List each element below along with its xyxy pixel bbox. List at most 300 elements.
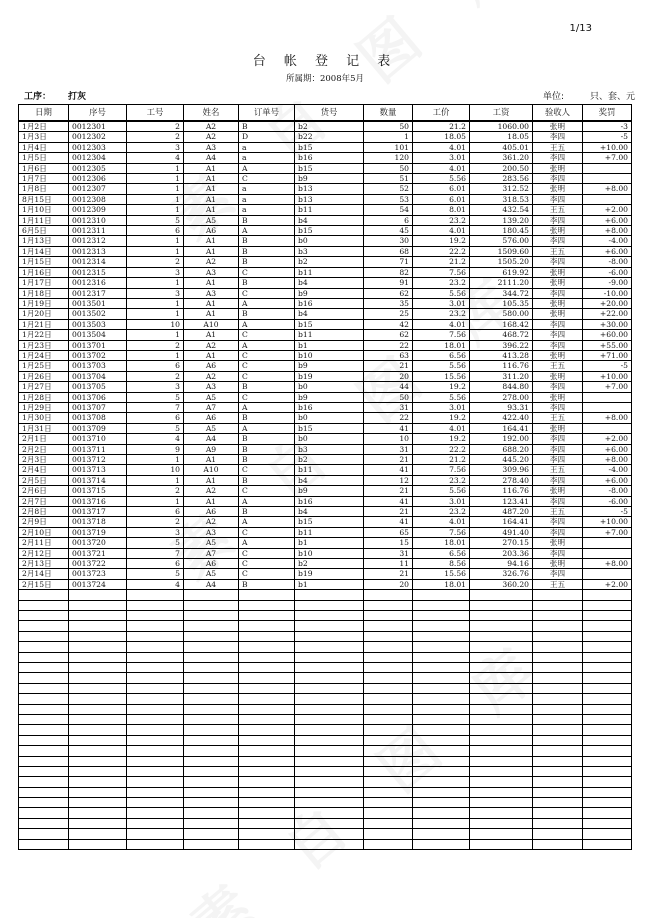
cell-wage: 576.00 [470,236,533,246]
cell-unit-price: 21.2 [413,455,470,465]
empty-cell [239,631,295,641]
cell-unit-price: 4.01 [413,142,470,152]
cell-wage: 326.76 [470,569,533,579]
empty-cell [295,590,364,600]
cell-seq: 0012302 [69,132,127,142]
cell-inspector: 王五 [533,246,583,256]
cell-seq: 0012305 [69,163,127,173]
empty-cell [127,714,184,724]
empty-cell [470,673,533,683]
empty-cell [413,798,470,808]
cell-inspector: 王五 [533,507,583,517]
column-header-wage: 工资 [470,105,533,122]
empty-cell [239,663,295,673]
cell-name: A4 [184,434,239,444]
empty-cell [413,642,470,652]
cell-quantity: 50 [364,121,413,132]
empty-cell [295,673,364,683]
process-label: 工序： [24,92,52,102]
cell-quantity: 31 [364,548,413,558]
cell-unit-price: 7.56 [413,465,470,475]
cell-wage: 93.31 [470,402,533,412]
empty-cell [19,798,69,808]
cell-name: A5 [184,423,239,433]
cell-inspector: 张明 [533,298,583,308]
empty-cell [184,663,239,673]
cell-bonus-penalty: -6.00 [583,267,632,277]
cell-unit-price: 7.56 [413,527,470,537]
cell-wage: 688.20 [470,444,533,454]
empty-cell [239,683,295,693]
empty-cell [127,663,184,673]
cell-seq: 0013705 [69,382,127,392]
cell-wage: 192.00 [470,434,533,444]
empty-cell [127,798,184,808]
cell-date: 1月20日 [19,309,69,319]
cell-quantity: 41 [364,465,413,475]
cell-wage: 432.54 [470,205,533,215]
empty-cell [583,818,632,828]
cell-order-no: C [239,350,295,360]
cell-wage: 491.40 [470,527,533,537]
table-row [19,246,632,256]
cell-wage: 445.20 [470,455,533,465]
empty-cell [470,818,533,828]
cell-bonus-penalty: -8.00 [583,486,632,496]
cell-quantity: 50 [364,163,413,173]
empty-cell [470,611,533,621]
cell-date: 2月11日 [19,538,69,548]
empty-cell [413,818,470,828]
cell-inspector: 李四 [533,340,583,350]
empty-cell [69,766,127,776]
cell-inspector: 张明 [533,226,583,236]
empty-cell [127,631,184,641]
cell-unit-price: 4.01 [413,226,470,236]
cell-order-no: B [239,455,295,465]
empty-cell [364,642,413,652]
table-row [19,392,632,402]
empty-cell [470,663,533,673]
cell-quantity: 10 [364,434,413,444]
cell-name: A1 [184,163,239,173]
empty-cell [127,766,184,776]
empty-cell [184,621,239,631]
cell-name: A1 [184,309,239,319]
cell-inspector: 李四 [533,434,583,444]
empty-cell [239,829,295,839]
cell-wage: 396.22 [470,340,533,350]
cell-quantity: 20 [364,579,413,589]
cell-item-no: b1 [295,579,364,589]
empty-cell [295,694,364,704]
empty-cell [239,694,295,704]
empty-cell [413,621,470,631]
cell-seq: 0013707 [69,402,127,412]
cell-worker-id: 5 [127,215,184,225]
cell-date: 1月26日 [19,371,69,381]
empty-cell [533,590,583,600]
empty-cell [295,611,364,621]
table-row [19,184,632,194]
empty-cell [413,714,470,724]
empty-cell [533,631,583,641]
cell-wage: 116.76 [470,486,533,496]
empty-cell [470,631,533,641]
cell-name: A5 [184,215,239,225]
column-header-bonus-penalty: 奖罚 [583,105,632,122]
empty-cell [19,746,69,756]
empty-cell [239,611,295,621]
cell-date: 1月27日 [19,382,69,392]
empty-cell [470,694,533,704]
cell-wage: 318.53 [470,194,533,204]
empty-cell [19,631,69,641]
cell-bonus-penalty: +2.00 [583,205,632,215]
cell-inspector: 李四 [533,517,583,527]
table-row [19,174,632,184]
cell-date: 2月13日 [19,559,69,569]
empty-cell [364,663,413,673]
empty-row [19,611,632,621]
cell-inspector: 李四 [533,257,583,267]
table-row [19,475,632,485]
cell-item-no: b16 [295,153,364,163]
empty-cell [69,756,127,766]
cell-inspector: 张明 [533,371,583,381]
empty-row [19,766,632,776]
cell-name: A3 [184,142,239,152]
cell-worker-id: 2 [127,486,184,496]
cell-seq: 0013717 [69,507,127,517]
cell-unit-price: 19.2 [413,413,470,423]
cell-date: 1月14日 [19,246,69,256]
cell-unit-price: 23.2 [413,215,470,225]
cell-quantity: 91 [364,278,413,288]
cell-item-no: b11 [295,465,364,475]
cell-wage: 580.00 [470,309,533,319]
cell-unit-price: 19.2 [413,434,470,444]
cell-item-no: b11 [295,330,364,340]
cell-wage: 2111.20 [470,278,533,288]
empty-cell [19,829,69,839]
empty-cell [583,839,632,849]
cell-seq: 0013719 [69,527,127,537]
empty-cell [583,642,632,652]
cell-inspector: 李四 [533,194,583,204]
cell-wage: 168.42 [470,319,533,329]
cell-item-no: b3 [295,246,364,256]
cell-seq: 0012301 [69,121,127,132]
empty-cell [19,652,69,662]
cell-bonus-penalty: +10.00 [583,142,632,152]
cell-unit-price: 7.56 [413,267,470,277]
cell-bonus-penalty: -4.00 [583,236,632,246]
cell-inspector: 张明 [533,278,583,288]
cell-date: 1月24日 [19,350,69,360]
cell-order-no: A [239,402,295,412]
cell-worker-id: 6 [127,507,184,517]
empty-cell [470,798,533,808]
empty-cell [533,725,583,735]
cell-order-no: C [239,527,295,537]
cell-seq: 0013708 [69,413,127,423]
cell-worker-id: 2 [127,517,184,527]
cell-quantity: 68 [364,246,413,256]
cell-order-no: C [239,548,295,558]
cell-worker-id: 1 [127,298,184,308]
cell-worker-id: 5 [127,423,184,433]
empty-cell [69,683,127,693]
cell-inspector: 李四 [533,153,583,163]
empty-cell [69,725,127,735]
cell-inspector: 张明 [533,559,583,569]
cell-inspector: 李四 [533,215,583,225]
cell-name: A1 [184,174,239,184]
empty-cell [533,746,583,756]
cell-inspector: 张明 [533,486,583,496]
cell-worker-id: 5 [127,538,184,548]
empty-cell [533,621,583,631]
table-row [19,142,632,152]
empty-cell [19,735,69,745]
column-header-item-no: 货号 [295,105,364,122]
cell-name: A6 [184,361,239,371]
cell-order-no: C [239,486,295,496]
empty-cell [295,725,364,735]
cell-name: A3 [184,382,239,392]
cell-inspector: 王五 [533,413,583,423]
cell-wage: 344.72 [470,288,533,298]
table-row [19,194,632,204]
cell-name: A1 [184,350,239,360]
empty-cell [69,735,127,745]
empty-row [19,756,632,766]
empty-cell [364,746,413,756]
cell-unit-price: 5.56 [413,486,470,496]
cell-unit-price: 3.01 [413,298,470,308]
cell-unit-price: 6.01 [413,194,470,204]
cell-worker-id: 6 [127,226,184,236]
cell-wage: 468.72 [470,330,533,340]
empty-cell [470,839,533,849]
cell-order-no: C [239,559,295,569]
cell-date: 1月25日 [19,361,69,371]
cell-seq: 0013503 [69,319,127,329]
cell-order-no: C [239,465,295,475]
cell-quantity: 25 [364,309,413,319]
cell-unit-price: 22.2 [413,444,470,454]
empty-cell [364,808,413,818]
table-row [19,236,632,246]
table-row [19,361,632,371]
header-row [19,105,632,122]
empty-cell [69,621,127,631]
empty-cell [295,756,364,766]
empty-cell [470,590,533,600]
empty-cell [19,683,69,693]
empty-cell [533,735,583,745]
cell-bonus-penalty: +7.00 [583,153,632,163]
empty-cell [295,818,364,828]
empty-cell [19,787,69,797]
cell-wage: 200.50 [470,163,533,173]
cell-inspector: 李四 [533,569,583,579]
empty-cell [127,839,184,849]
cell-worker-id: 1 [127,330,184,340]
column-header-worker-id: 工号 [127,105,184,122]
empty-cell [295,683,364,693]
cell-order-no: C [239,392,295,402]
empty-cell [533,683,583,693]
empty-row [19,663,632,673]
empty-cell [239,714,295,724]
cell-order-no: A [239,517,295,527]
cell-seq: 0013706 [69,392,127,402]
empty-cell [583,704,632,714]
empty-cell [295,735,364,745]
empty-cell [583,829,632,839]
table-row [19,153,632,163]
empty-cell [19,704,69,714]
cell-bonus-penalty: -5 [583,361,632,371]
cell-worker-id: 10 [127,319,184,329]
empty-row [19,704,632,714]
empty-cell [19,600,69,610]
cell-name: A10 [184,319,239,329]
cell-item-no: b10 [295,350,364,360]
empty-cell [413,673,470,683]
cell-order-no: B [239,475,295,485]
table-row [19,319,632,329]
cell-worker-id: 1 [127,236,184,246]
empty-cell [19,673,69,683]
empty-cell [184,600,239,610]
empty-cell [19,714,69,724]
empty-cell [184,787,239,797]
cell-name: A1 [184,278,239,288]
empty-cell [364,683,413,693]
cell-date: 2月5日 [19,475,69,485]
table-row [19,121,632,132]
empty-cell [127,787,184,797]
empty-cell [295,787,364,797]
cell-order-no: a [239,142,295,152]
empty-cell [413,590,470,600]
table-row [19,382,632,392]
cell-bonus-penalty [583,538,632,548]
cell-wage: 270.15 [470,538,533,548]
cell-worker-id: 4 [127,434,184,444]
cell-inspector: 张明 [533,538,583,548]
cell-seq: 0012310 [69,215,127,225]
cell-unit-price: 21.2 [413,257,470,267]
empty-cell [239,673,295,683]
cell-seq: 0012307 [69,184,127,194]
cell-inspector: 李四 [533,475,583,485]
empty-cell [533,714,583,724]
empty-cell [295,777,364,787]
empty-cell [69,631,127,641]
table-row [19,569,632,579]
cell-item-no: b15 [295,517,364,527]
empty-cell [69,746,127,756]
cell-order-no: C [239,569,295,579]
empty-cell [239,839,295,849]
cell-inspector: 王五 [533,361,583,371]
cell-name: A6 [184,559,239,569]
cell-order-no: A [239,538,295,548]
empty-cell [470,621,533,631]
cell-date: 2月2日 [19,444,69,454]
cell-item-no: b4 [295,278,364,288]
cell-quantity: 52 [364,184,413,194]
empty-cell [295,704,364,714]
empty-cell [583,714,632,724]
table-row [19,340,632,350]
empty-cell [127,694,184,704]
cell-bonus-penalty: +10.00 [583,371,632,381]
cell-bonus-penalty: -9.00 [583,278,632,288]
cell-item-no: b2 [295,257,364,267]
cell-quantity: 44 [364,382,413,392]
empty-cell [239,590,295,600]
cell-date: 6月5日 [19,226,69,236]
cell-wage: 844.80 [470,382,533,392]
cell-seq: 0012304 [69,153,127,163]
table-row [19,215,632,225]
cell-item-no: b22 [295,132,364,142]
cell-inspector: 王五 [533,205,583,215]
empty-cell [69,642,127,652]
column-header-inspector: 验收人 [533,105,583,122]
cell-wage: 487.20 [470,507,533,517]
cell-order-no: B [239,382,295,392]
cell-wage: 283.56 [470,174,533,184]
cell-item-no: b0 [295,236,364,246]
empty-cell [184,735,239,745]
empty-cell [470,600,533,610]
empty-cell [470,756,533,766]
empty-cell [69,590,127,600]
cell-bonus-penalty [583,402,632,412]
cell-item-no: b19 [295,569,364,579]
table-row [19,444,632,454]
cell-unit-price: 21.2 [413,121,470,132]
cell-date: 1月3日 [19,132,69,142]
cell-wage: 105.35 [470,298,533,308]
empty-cell [19,777,69,787]
empty-cell [295,746,364,756]
cell-unit-price: 19.2 [413,236,470,246]
cell-bonus-penalty: +30.00 [583,319,632,329]
empty-cell [184,590,239,600]
empty-cell [470,746,533,756]
cell-quantity: 62 [364,288,413,298]
cell-unit-price: 19.2 [413,382,470,392]
empty-cell [364,590,413,600]
empty-cell [413,808,470,818]
empty-cell [295,829,364,839]
cell-worker-id: 6 [127,361,184,371]
empty-cell [69,839,127,849]
cell-date: 1月8日 [19,184,69,194]
cell-worker-id: 1 [127,309,184,319]
empty-cell [470,777,533,787]
empty-cell [127,611,184,621]
empty-cell [184,714,239,724]
cell-inspector: 李四 [533,319,583,329]
